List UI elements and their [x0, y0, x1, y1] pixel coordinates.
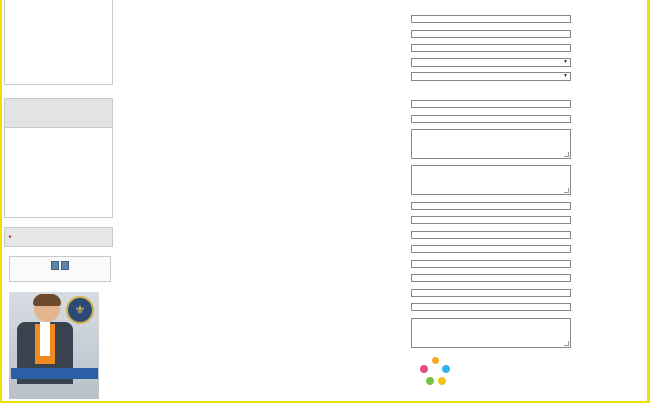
website-input[interactable] [411, 216, 571, 224]
email-input[interactable] [411, 231, 571, 239]
country-select[interactable] [411, 72, 571, 81]
source-textarea[interactable] [411, 318, 571, 348]
ad-person-hair [33, 294, 61, 306]
sidebar [3, 0, 113, 401]
address-textarea[interactable] [411, 129, 571, 159]
legal-address-textarea[interactable] [411, 165, 571, 195]
email-label [312, 231, 315, 238]
ad-person-shirt [40, 322, 50, 356]
registered-users-header [5, 99, 112, 128]
patronymic-input[interactable] [411, 274, 571, 282]
login-input[interactable] [411, 15, 571, 23]
ad-line-1 [11, 368, 98, 379]
industry-select[interactable] [411, 58, 571, 67]
login-button[interactable] [51, 261, 59, 270]
login-label [312, 15, 315, 22]
password-label [312, 30, 315, 37]
activity-input[interactable] [411, 202, 571, 210]
city-input[interactable] [411, 100, 571, 108]
phone-input[interactable] [411, 115, 571, 123]
surname-input[interactable] [411, 245, 571, 253]
ad-emblem-icon: ⚜ [66, 296, 94, 324]
login-box [9, 256, 111, 282]
employees-input[interactable] [411, 303, 571, 311]
registered-users-box [4, 98, 113, 218]
arrow-right-icon: ► [8, 234, 13, 240]
chevron-down-icon: ▼ [563, 73, 568, 79]
register-button[interactable] [61, 261, 69, 270]
first-name-label [312, 260, 315, 267]
sidebar-top-menu [4, 0, 113, 85]
org-name-input[interactable] [411, 44, 571, 52]
captcha-image [418, 357, 454, 389]
ad-banner[interactable] [9, 292, 99, 399]
phone-label [312, 115, 315, 122]
login-header[interactable] [4, 227, 113, 247]
position-input[interactable] [411, 289, 571, 297]
chevron-down-icon: ▼ [563, 59, 568, 65]
yellow-frame-left [0, 0, 2, 403]
password-input[interactable] [411, 30, 571, 38]
surname-label [312, 245, 315, 252]
org-name-label [312, 44, 315, 51]
first-name-input[interactable] [411, 260, 571, 268]
